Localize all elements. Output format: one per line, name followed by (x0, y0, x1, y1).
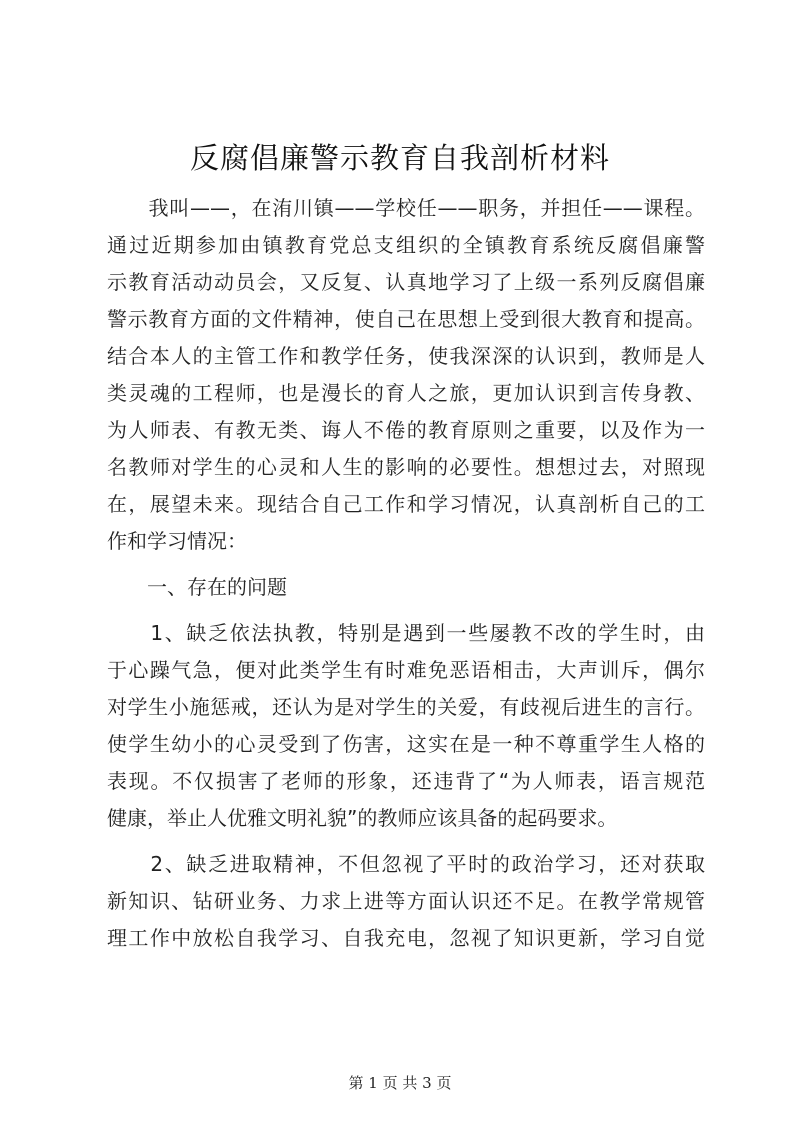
paragraph-line: 类灵魂的工程师，也是漫长的育人之旅，更加认识到言传身教、 (107, 381, 705, 405)
paragraph-line: 使学生幼小的心灵受到了伤害，这实在是一种不尊重学生人格的 (107, 732, 705, 756)
paragraph-line: 2、缺乏进取精神，不但忽视了平时的政治学习，还对获取 (107, 852, 705, 876)
paragraph-gap (107, 560, 705, 569)
paragraph-line: 结合本人的主管工作和教学任务，使我深深的认识到，教师是人 (107, 344, 705, 368)
paragraph-line: 新知识、钻研业务、力求上进等方面认识还不足。在教学常规管 (107, 889, 705, 913)
paragraph-line: 在，展望未来。现结合自己工作和学习情况，认真剖析自己的工 (107, 492, 705, 516)
paragraph-line: 1、缺乏依法执教，特别是遇到一些屡教不改的学生时，由 (107, 621, 705, 645)
paragraph-line: 我叫——，在洧川镇——学校任——职务，并担任——课程。 (107, 196, 705, 220)
section-heading: 一、存在的问题 (107, 575, 287, 599)
paragraph-line: 示教育活动动员会，又反复、认真地学习了上级一系列反腐倡廉 (107, 270, 705, 294)
document-body (107, 190, 705, 957)
paragraph-line: 对学生小施惩戒，还认为是对学生的关爱，有歧视后进生的言行。 (107, 695, 705, 719)
paragraph-line: 表现。不仅损害了老师的形象，还违背了“为人师表，语言规范 (107, 769, 705, 793)
paragraph-line: 作和学习情况： (107, 529, 247, 553)
page-title: 反腐倡廉警示教育自我剖析材料 (189, 141, 610, 175)
paragraph-line: 名教师对学生的心灵和人生的影响的必要性。想想过去，对照现 (107, 455, 705, 479)
paragraph-line: 理工作中放松自我学习、自我充电，忽视了知识更新，学习自觉 (107, 926, 705, 950)
page-number: 第 1 页 共 3 页 (348, 1074, 452, 1092)
paragraph-line: 通过近期参加由镇教育党总支组织的全镇教育系统反腐倡廉警 (107, 233, 705, 257)
paragraph-line: 于心躁气急，便对此类学生有时难免恶语相击，大声训斥，偶尔 (107, 658, 705, 682)
paragraph-line: 警示教育方面的文件精神，使自己在思想上受到很大教育和提高。 (107, 307, 705, 331)
paragraph-gap (107, 837, 705, 846)
paragraph-line: 为人师表、有教无类、诲人不倦的教育原则之重要，以及作为一 (107, 418, 705, 442)
paragraph-line: 健康，举止人优雅文明礼貌”的教师应该具备的起码要求。 (107, 806, 618, 830)
paragraph-gap (107, 606, 705, 615)
